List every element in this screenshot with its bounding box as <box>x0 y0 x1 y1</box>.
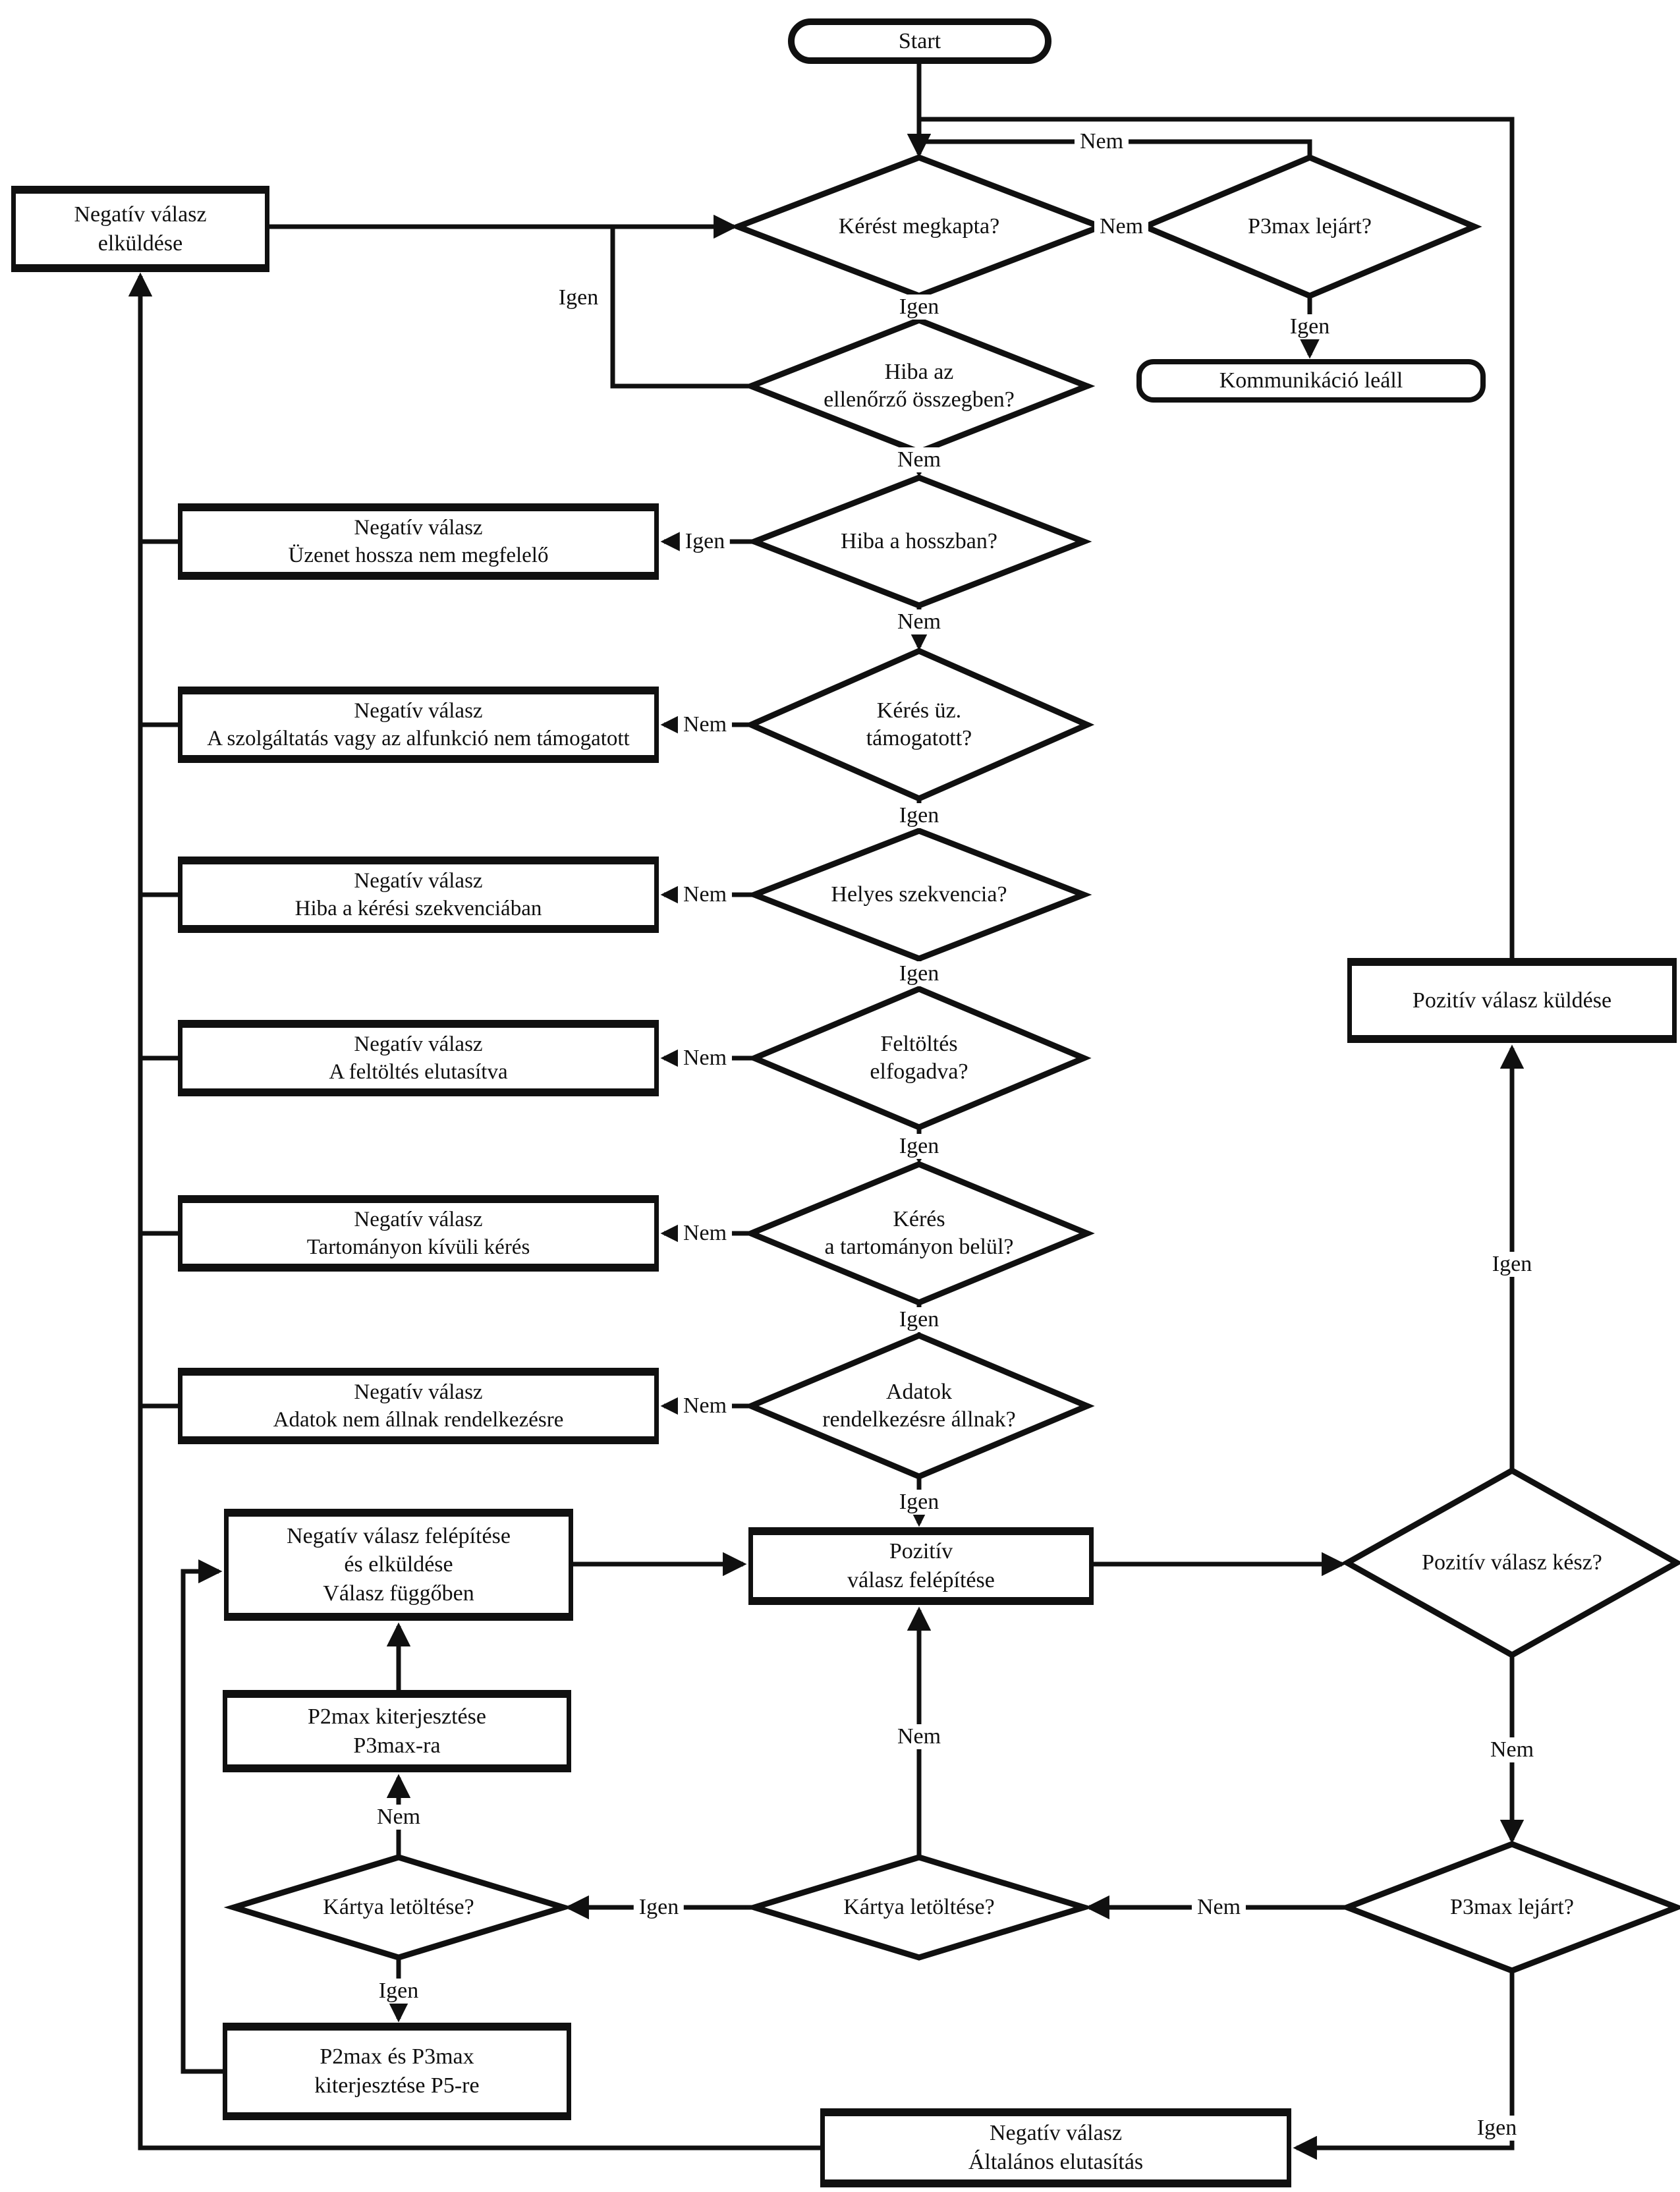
edge-label-igen-cardleft: Igen <box>374 1979 424 2004</box>
edge-label-igen-cardmid: Igen <box>634 1895 684 1920</box>
send-negative-response-line2: elküldése <box>98 231 183 256</box>
neg-data-not-available-box <box>178 1368 659 1444</box>
edge-label-igen-length: Igen <box>680 529 730 554</box>
card-download-mid-diamond <box>754 1857 1084 1957</box>
neg-message-length-box <box>178 503 659 580</box>
build-positive-response-line2: válasz felépítése <box>847 1568 995 1592</box>
edge-label-igen-range: Igen <box>894 1307 944 1332</box>
data-available-line2: rendelkezésre állnak? <box>822 1407 1016 1432</box>
neg-not-supported-line1: Negatív válasz <box>354 698 483 723</box>
neg-out-of-range-line2: Tartományon kívüli kérés <box>306 1235 530 1259</box>
build-negative-response-line2: és elküldése <box>344 1552 453 1577</box>
neg-general-reject-box <box>820 2108 1291 2187</box>
request-in-range-line2: a tartományon belül? <box>824 1235 1014 1259</box>
build-positive-response-line1: Pozitív <box>889 1539 953 1564</box>
neg-out-of-range-line1: Negatív válasz <box>354 1207 483 1231</box>
checksum-error-diamond <box>751 320 1087 452</box>
correct-sequence-text: Helyes szekvencia? <box>831 882 1007 907</box>
neg-sequence-error-box <box>178 857 659 933</box>
build-negative-response-line3: Válasz függőben <box>323 1581 474 1606</box>
edge-label-nem-p3maxbot: Nem <box>1192 1895 1246 1920</box>
positive-response-ready-diamond <box>1347 1471 1677 1655</box>
checksum-error-line2: ellenőrző összegben? <box>824 387 1015 412</box>
request-supported-diamond <box>751 651 1087 799</box>
neg-sequence-error-line1: Negatív válasz <box>354 868 483 893</box>
send-positive-response-box <box>1347 958 1677 1043</box>
positive-response-ready-text: Pozitív válasz kész? <box>1422 1550 1602 1575</box>
edge-label-igen-general-reject: Igen <box>1472 2116 1522 2141</box>
extend-p2max-to-p3max-box <box>223 1690 571 1772</box>
edge-label-nem-posready: Nem <box>1485 1737 1539 1762</box>
edge-label-nem-cardleft: Nem <box>372 1805 426 1830</box>
edge-label-nem-request: Nem <box>1094 214 1148 239</box>
send-negative-response-box <box>11 186 269 272</box>
communication-stops-terminator <box>1136 359 1486 403</box>
edge-label-nem-data: Nem <box>678 1393 732 1419</box>
edge-label-nem-sequence: Nem <box>678 882 732 907</box>
upload-accepted-line2: elfogadva? <box>870 1059 968 1084</box>
extend-p2max-to-p3max-line2: P3max-ra <box>353 1733 441 1758</box>
edge-label-igen-p3max-stop: Igen <box>1285 314 1335 339</box>
neg-data-not-available-line1: Negatív válasz <box>354 1380 483 1404</box>
checksum-error-line1: Hiba az <box>884 359 954 384</box>
correct-sequence-diamond <box>754 831 1084 959</box>
build-positive-response-box <box>748 1527 1094 1605</box>
neg-message-length-line2: Üzenet hossza nem megfelelő <box>288 544 549 567</box>
communication-stops-label: Kommunikáció leáll <box>1219 368 1403 393</box>
edge-label-nem-upload: Nem <box>678 1046 732 1071</box>
p3max-expired-top-diamond <box>1145 157 1474 296</box>
card-download-left-text: Kártya letöltése? <box>323 1894 474 1919</box>
neg-out-of-range-box <box>178 1195 659 1272</box>
extend-p2max-p3max-to-p5-box <box>223 2023 571 2120</box>
edge-label-igen-supported: Igen <box>894 803 944 828</box>
send-positive-response-label: Pozitív válasz küldése <box>1412 988 1612 1013</box>
neg-upload-refused-box <box>178 1020 659 1096</box>
upload-accepted-line1: Feltöltés <box>880 1031 958 1056</box>
edge-checksum-yes-loop <box>613 227 751 386</box>
start-label: Start <box>898 28 941 53</box>
request-received-text: Kérést megkapta? <box>838 213 1000 239</box>
edge-label-nem-p3max-loop: Nem <box>1075 129 1129 154</box>
neg-data-not-available-line2: Adatok nem állnak rendelkezésre <box>273 1408 564 1432</box>
edge-p5-loop-to-negbuild <box>183 1571 223 2071</box>
request-received-diamond <box>738 157 1100 296</box>
build-negative-response-box <box>224 1509 573 1621</box>
neg-upload-refused-line1: Negatív válasz <box>354 1032 483 1056</box>
card-download-left-diamond <box>234 1857 563 1957</box>
upload-accepted-diamond <box>754 989 1084 1127</box>
request-supported-line2: támogatott? <box>866 726 972 750</box>
extend-p2max-p3max-to-p5-line1: P2max és P3max <box>320 2044 474 2069</box>
start-terminator <box>788 18 1051 64</box>
request-in-range-line1: Kérés <box>893 1206 945 1231</box>
p3max-expired-top-text: P3max lejárt? <box>1248 213 1372 239</box>
edge-label-igen-posready: Igen <box>1487 1252 1537 1277</box>
edge-label-nem-checksum: Nem <box>892 447 946 472</box>
neg-sequence-error-line2: Hiba a kérési szekvenciában <box>294 897 542 920</box>
neg-general-reject-line2: Általános elutasítás <box>968 2150 1144 2174</box>
edge-label-igen-data: Igen <box>894 1490 944 1515</box>
edge-label-igen-sequence: Igen <box>894 961 944 986</box>
edge-label-igen-checksum-loop: Igen <box>553 285 603 310</box>
request-in-range-diamond <box>751 1164 1087 1303</box>
edge-label-nem-range: Nem <box>678 1221 732 1246</box>
card-download-mid-text: Kártya letöltése? <box>843 1894 995 1919</box>
edge-label-nem-length: Nem <box>892 609 946 634</box>
p3max-expired-bottom-diamond <box>1347 1844 1677 1971</box>
neg-not-supported-line2: A szolgáltatás vagy az alfunkció nem támogatott <box>207 727 630 750</box>
p3max-expired-bottom-text: P3max lejárt? <box>1450 1894 1574 1919</box>
build-negative-response-line1: Negatív válasz felépítése <box>287 1523 511 1548</box>
length-error-text: Hiba a hosszban? <box>841 528 997 553</box>
length-error-diamond <box>754 478 1084 605</box>
data-available-line1: Adatok <box>885 1379 953 1404</box>
request-supported-line1: Kérés üz. <box>876 698 962 723</box>
edge-label-igen-request-checksum: Igen <box>894 295 944 320</box>
extend-p2max-p3max-to-p5-line2: kiterjesztése P5-re <box>314 2073 480 2098</box>
send-negative-response-line1: Negatív válasz <box>74 202 207 227</box>
data-available-diamond <box>751 1335 1087 1476</box>
neg-upload-refused-line2: A feltöltés elutasítva <box>329 1060 508 1084</box>
neg-message-length-line1: Negatív válasz <box>354 515 483 540</box>
edge-label-nem-cardmid: Nem <box>892 1724 946 1749</box>
edge-label-igen-upload: Igen <box>894 1134 944 1159</box>
edge-label-nem-supported: Nem <box>678 712 732 737</box>
neg-general-reject-line1: Negatív válasz <box>989 2121 1123 2146</box>
extend-p2max-to-p3max-line1: P2max kiterjesztése <box>308 1704 486 1729</box>
neg-not-supported-box <box>178 687 659 763</box>
